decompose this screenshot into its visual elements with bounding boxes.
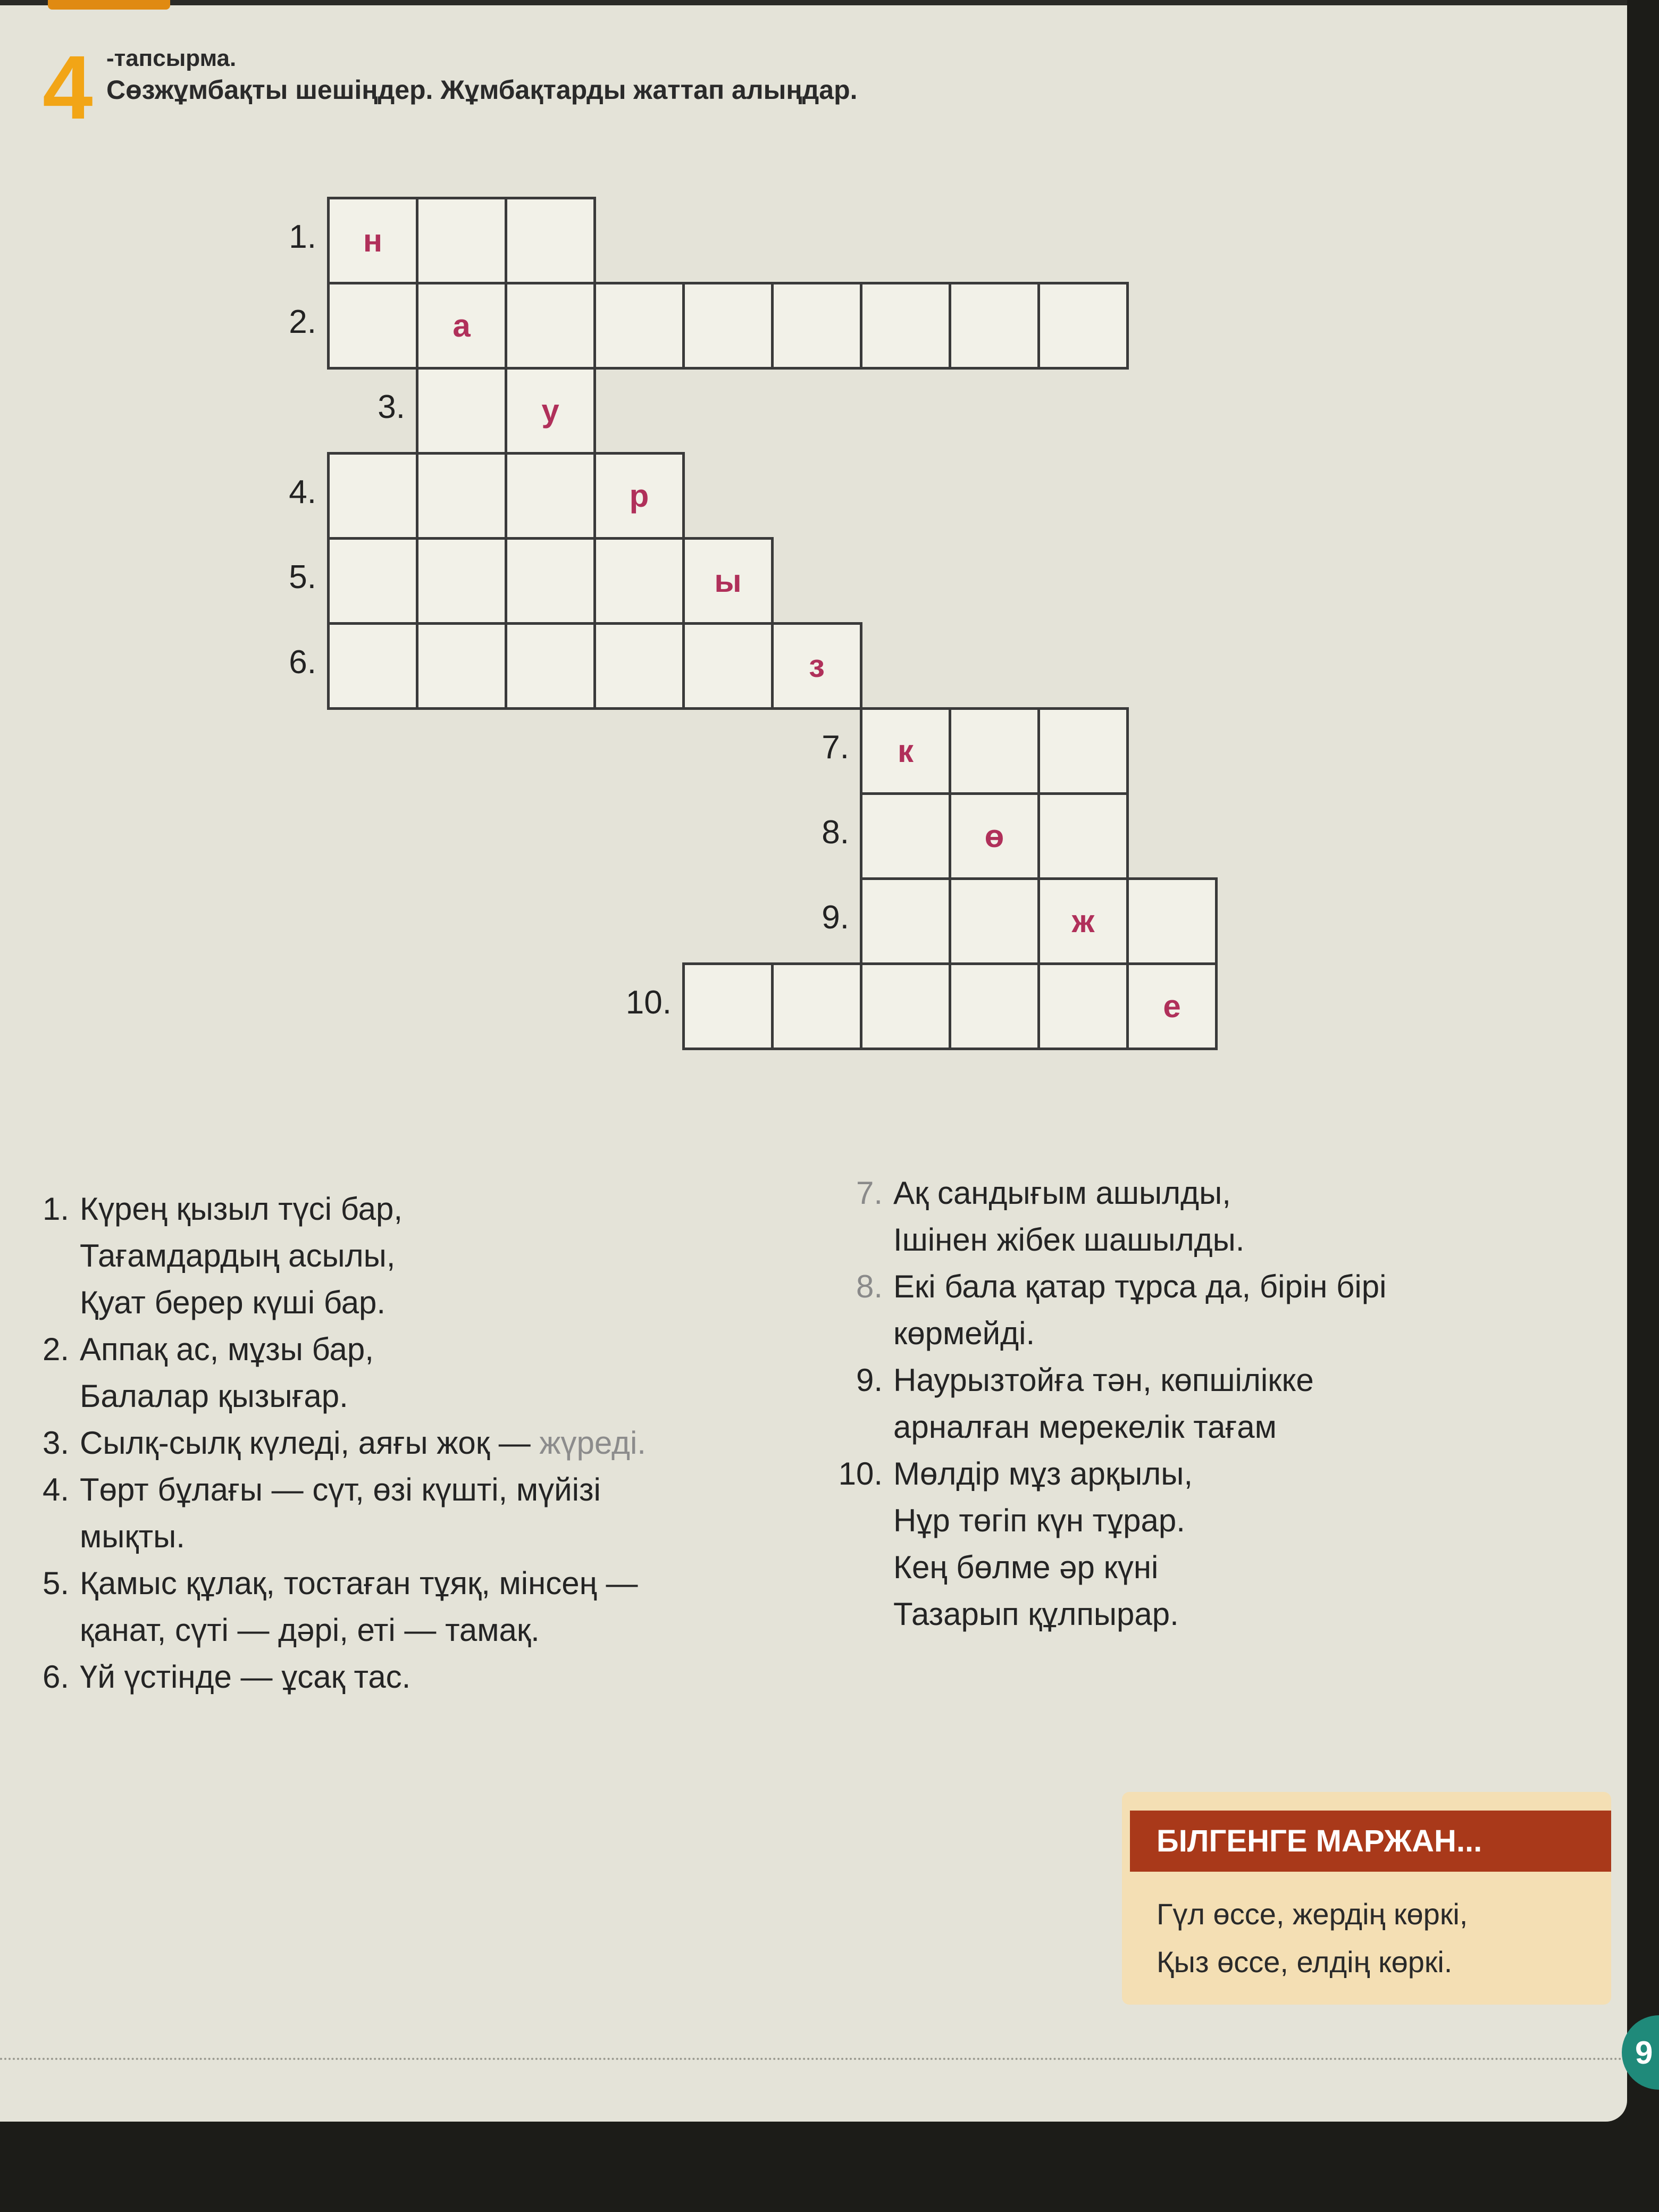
clue-line — [80, 1654, 646, 1700]
crossword-row-number: 1. — [289, 219, 316, 255]
clue-line-text: көрмейді. — [893, 1316, 1035, 1351]
crossword-cell[interactable] — [416, 197, 507, 284]
crossword-cell[interactable] — [327, 282, 418, 370]
crossword-key-cell[interactable]: н — [327, 197, 418, 284]
clue-line-text: Екі бала қатар тұрса да, бірін бірі — [893, 1269, 1387, 1304]
clue-line — [80, 1513, 646, 1560]
crossword-key-cell[interactable]: ы — [682, 537, 774, 625]
clue-line-text: Нұр төгіп күн тұрар. — [893, 1503, 1185, 1538]
crossword-cell[interactable] — [505, 537, 596, 625]
clue-line-text: Наурызтойға тән, көпшілікке — [893, 1362, 1314, 1398]
clue-line-text: Ақ сандығым ашылды, — [893, 1175, 1231, 1211]
crossword-row-number: 6. — [289, 644, 316, 681]
crossword-cell[interactable] — [1037, 707, 1129, 795]
crossword-cell[interactable] — [949, 707, 1040, 795]
crossword-cell[interactable] — [505, 452, 596, 540]
clue-line — [80, 1233, 646, 1279]
clue-line — [80, 1467, 646, 1513]
crossword-key-cell[interactable]: з — [771, 622, 862, 710]
clue-item — [835, 1357, 1386, 1451]
crossword-cell[interactable] — [416, 537, 507, 625]
clue-line-text: Қуат берер күші бар. — [80, 1285, 386, 1320]
clue-item — [835, 1263, 1386, 1357]
crossword-cell[interactable] — [416, 622, 507, 710]
clue-line — [80, 1279, 646, 1326]
crossword-key-cell[interactable]: у — [505, 367, 596, 455]
clue-line — [80, 1560, 646, 1607]
clue-line-text: Сылқ-сылқ күледі, аяғы жоқ — — [80, 1425, 531, 1461]
crossword-key-cell[interactable]: е — [1126, 962, 1218, 1050]
clue-line — [893, 1170, 1386, 1217]
info-box-title: БІЛГЕНГЕ МАРЖАН... — [1130, 1811, 1611, 1872]
clue-line-text: Аппақ ас, мұзы бар, — [80, 1331, 374, 1367]
crossword-cell[interactable] — [682, 962, 774, 1050]
crossword-row-number: 3. — [378, 389, 405, 425]
clue-line — [80, 1186, 646, 1233]
crossword-cell[interactable] — [593, 537, 685, 625]
clue-item — [21, 1186, 646, 1326]
clue-line — [80, 1326, 646, 1373]
crossword-cell[interactable] — [949, 962, 1040, 1050]
clue-number: 6. — [42, 1659, 69, 1695]
crossword-cell[interactable] — [682, 282, 774, 370]
clue-item — [21, 1560, 646, 1654]
clue-item — [21, 1420, 646, 1467]
crossword-key-cell[interactable]: к — [860, 707, 951, 795]
crossword-cell[interactable] — [771, 962, 862, 1050]
info-box-line-1: Гүл өссе, жердің көркі, — [1157, 1897, 1468, 1931]
clue-line-text: Күрең қызыл түсі бар, — [80, 1191, 403, 1227]
dotted-divider — [0, 2058, 1627, 2060]
crossword-cell[interactable] — [860, 792, 951, 880]
crossword-row-number: 5. — [289, 559, 316, 596]
task-instruction: Сөзжұмбақты шешіңдер. Жұмбақтарды жаттап алыңдар. — [106, 75, 858, 105]
info-box — [1122, 1792, 1611, 2005]
crossword-cell[interactable] — [860, 877, 951, 965]
crossword-cell[interactable] — [593, 622, 685, 710]
crossword-cell[interactable] — [860, 282, 951, 370]
clue-line — [893, 1263, 1386, 1310]
clue-item — [835, 1170, 1386, 1263]
crossword-cell[interactable] — [949, 877, 1040, 965]
clue-item — [835, 1451, 1386, 1638]
clue-number: 5. — [42, 1565, 69, 1601]
crossword-grid — [0, 0, 1627, 1117]
page-number-badge: 9 — [1622, 2015, 1659, 2090]
clue-line-text: Ішінен жібек шашылды. — [893, 1222, 1245, 1258]
task-label: -тапсырма. — [106, 45, 237, 71]
crossword-cell[interactable] — [860, 962, 951, 1050]
info-box-line-2: Қыз өссе, елдің көркі. — [1157, 1945, 1453, 1979]
clue-line-text: Қамыс құлақ, тостаған тұяқ, мінсең — — [80, 1565, 638, 1601]
crossword-row-number: 10. — [625, 984, 672, 1021]
clue-line — [893, 1544, 1386, 1591]
crossword-cell[interactable] — [1037, 282, 1129, 370]
clue-line — [893, 1310, 1386, 1357]
clue-number: 7. — [856, 1175, 883, 1211]
crossword-row-number: 8. — [822, 814, 849, 851]
clue-line-text: мықты. — [80, 1519, 185, 1554]
clue-number: 1. — [42, 1191, 69, 1227]
crossword-key-cell[interactable]: а — [416, 282, 507, 370]
clue-line-text: Кең бөлме әр күні — [893, 1549, 1159, 1585]
clue-number: 10. — [838, 1456, 883, 1492]
clues-left-column — [21, 1186, 646, 1700]
clue-line-text: Үй үстінде — ұсақ тас. — [80, 1659, 411, 1695]
clue-line — [80, 1373, 646, 1420]
crossword-key-cell[interactable]: р — [593, 452, 685, 540]
clue-line-text: Тағамдардың асылы, — [80, 1238, 396, 1273]
clue-faded-tail: жүреді. — [530, 1425, 646, 1461]
clue-item — [21, 1326, 646, 1420]
crossword-cell[interactable] — [327, 622, 418, 710]
clue-line-text: Тазарып құлпырар. — [893, 1596, 1179, 1632]
crossword-cell[interactable] — [505, 282, 596, 370]
clue-line — [893, 1217, 1386, 1263]
clue-item — [21, 1467, 646, 1560]
clue-line-text: қанат, сүті — дәрі, еті — тамақ. — [80, 1612, 540, 1648]
clue-number: 2. — [42, 1331, 69, 1367]
info-box-text — [1157, 1890, 1468, 1986]
clue-line — [893, 1591, 1386, 1638]
clue-line-text: Төрт бұлағы — сүт, өзі күшті, мүйізі — [80, 1472, 601, 1507]
clue-line — [80, 1420, 646, 1467]
clue-number: 8. — [856, 1269, 883, 1304]
crossword-cell[interactable] — [1037, 792, 1129, 880]
crossword-row-number: 4. — [289, 474, 316, 510]
clue-line — [893, 1404, 1386, 1451]
crossword-cell[interactable] — [416, 452, 507, 540]
clue-line — [893, 1451, 1386, 1497]
crossword-row-number: 2. — [289, 304, 316, 340]
clue-line — [893, 1357, 1386, 1404]
crossword-cell[interactable] — [771, 282, 862, 370]
crossword-key-cell[interactable]: ө — [949, 792, 1040, 880]
crossword-cell[interactable] — [1126, 877, 1218, 965]
task-number: 4 — [43, 37, 93, 138]
crossword-cell[interactable] — [327, 537, 418, 625]
crossword-cell[interactable] — [682, 622, 774, 710]
clue-item — [21, 1654, 646, 1700]
clue-line — [80, 1607, 646, 1654]
crossword-cell[interactable] — [949, 282, 1040, 370]
crossword-cell[interactable] — [1037, 962, 1129, 1050]
clue-line-text: арналған мерекелік тағам — [893, 1409, 1277, 1445]
clue-number: 4. — [42, 1472, 69, 1507]
clue-number: 3. — [42, 1425, 69, 1461]
crossword-cell[interactable] — [416, 367, 507, 455]
clue-line-text: Мөлдір мұз арқылы, — [893, 1456, 1193, 1492]
crossword-row-number: 7. — [822, 729, 849, 766]
clues-right-column — [835, 1170, 1386, 1638]
clue-number: 9. — [856, 1362, 883, 1398]
crossword-cell[interactable] — [327, 452, 418, 540]
crossword-cell[interactable] — [593, 282, 685, 370]
clue-line — [893, 1497, 1386, 1544]
crossword-key-cell[interactable]: ж — [1037, 877, 1129, 965]
crossword-cell[interactable] — [505, 197, 596, 284]
crossword-row-number: 9. — [822, 899, 849, 936]
crossword-cell[interactable] — [505, 622, 596, 710]
clue-line-text: Балалар қызығар. — [80, 1378, 348, 1414]
